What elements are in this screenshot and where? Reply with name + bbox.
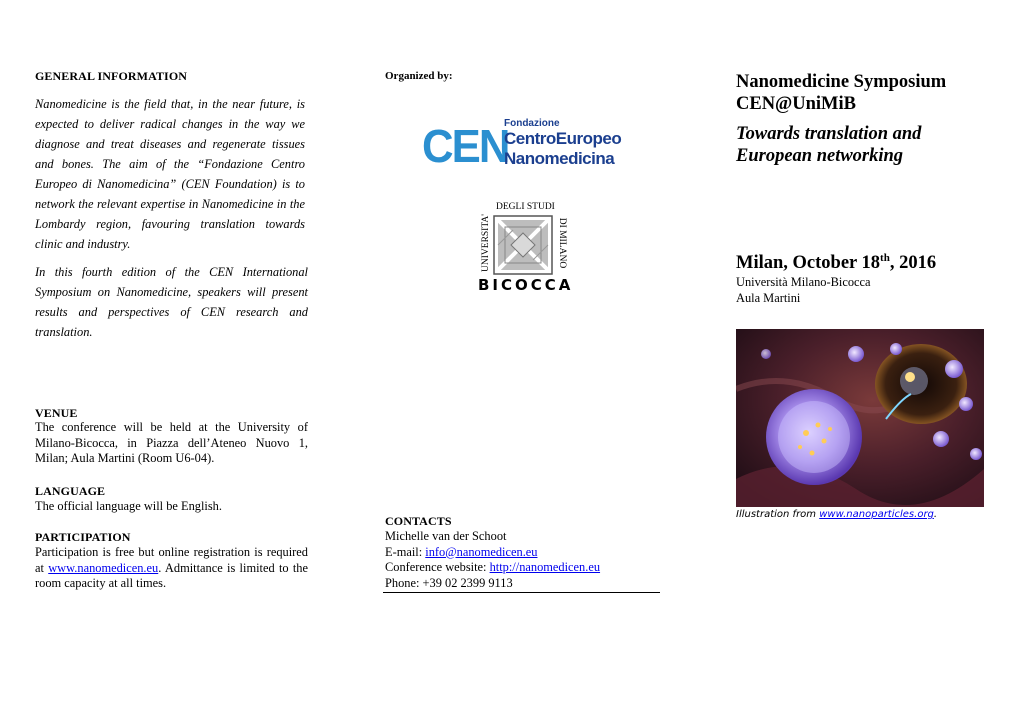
participation-text-pre: Participation is free but online registration is required at xyxy=(35,545,308,575)
bicocca-university-logo xyxy=(478,200,574,296)
email-link[interactable]: info@nanomedicen.eu xyxy=(425,544,538,559)
contact-name: Michelle van der Schoot xyxy=(385,529,507,543)
cen-logo-line3: Nanomedicina xyxy=(504,149,615,168)
general-information-heading: GENERAL INFORMATION xyxy=(35,69,188,83)
bicocca-logo-left-text: UNIVERSITA' xyxy=(481,214,491,272)
cen-logo-line2: CentroEuropeo xyxy=(504,129,622,148)
general-information-paragraph: Nanomedicine is the field that, in the near future, is expected to deliver radical changes in the way we diagnose and treat diseases and regenerate tissues and bones. The aim of the “Fondazione Centro Europeo di Nanomedicina” (CEN Foundation) is to network the relevant expertise in Nanomedicine in the Lombardy region, favouring translation towards clinic and industry. xyxy=(35,97,305,251)
bicocca-logo-bottom-text: BICOCCA xyxy=(478,276,574,294)
language-text: The official language will be English. xyxy=(35,499,222,513)
symposium-subtitle-line1: Towards translation and xyxy=(736,124,922,144)
contacts-divider xyxy=(383,592,660,593)
venue-university: Università Milano-Bicocca xyxy=(736,275,871,289)
caption-link[interactable]: www.nanoparticles.org xyxy=(819,509,934,520)
bicocca-logo-top-text: DEGLI STUDI xyxy=(496,202,555,212)
website-label: Conference website: xyxy=(385,560,490,574)
participation-text xyxy=(35,545,308,592)
caption-pre: Illustration from xyxy=(736,509,820,520)
caption-post: . xyxy=(933,509,938,520)
cen-foundation-logo xyxy=(422,118,622,170)
email-label: E-mail: xyxy=(385,544,426,559)
organized-by-label: Organized by: xyxy=(385,70,453,82)
contact-email-line xyxy=(385,545,660,561)
venue-heading: VENUE xyxy=(35,406,78,420)
bicocca-emblem-icon xyxy=(493,215,553,275)
symposium-title: Nanomedicine Symposium xyxy=(736,72,947,92)
participation-heading: PARTICIPATION xyxy=(35,530,131,544)
cen-logo-letters: CEN xyxy=(422,120,509,172)
participation-text-post: . Admittance is limited to the room capacity at all times. xyxy=(35,560,308,590)
contacts-block xyxy=(385,529,660,591)
event-date-pre: Milan, October 18 xyxy=(736,253,881,274)
contact-website-line xyxy=(385,560,660,576)
event-date-post: , 2016 xyxy=(889,253,937,274)
language-heading: LANGUAGE xyxy=(35,484,106,498)
venue-text: The conference will be held at the University of Milano-Bicocca, in Piazza dell’Ateneo Nuovo 1, Milan; Aula Martini (Room U6-04). xyxy=(35,420,308,465)
event-date-sup: th xyxy=(880,252,890,264)
nanoparticle-illustration xyxy=(736,329,984,507)
event-date xyxy=(736,252,936,274)
symposium-edition-paragraph: In this fourth edition of the CEN International Symposium on Nanomedicine, speakers will present results and perspectives of CEN research and translation. xyxy=(35,265,308,339)
illustration-caption xyxy=(736,509,937,520)
bicocca-logo-right-text: DI MILANO xyxy=(557,217,567,269)
contacts-heading: CONTACTS xyxy=(385,514,452,528)
website-link[interactable]: http://nanomedicen.eu xyxy=(489,560,601,574)
symposium-title-venue: CEN@UniMiB xyxy=(736,94,856,114)
contact-phone: Phone: +39 02 2399 9113 xyxy=(385,575,513,590)
cen-logo-line1: Fondazione xyxy=(504,118,560,129)
registration-link[interactable]: www.nanomedicen.eu xyxy=(48,560,159,575)
symposium-subtitle-line2: European networking xyxy=(736,146,904,166)
venue-room: Aula Martini xyxy=(736,291,801,305)
